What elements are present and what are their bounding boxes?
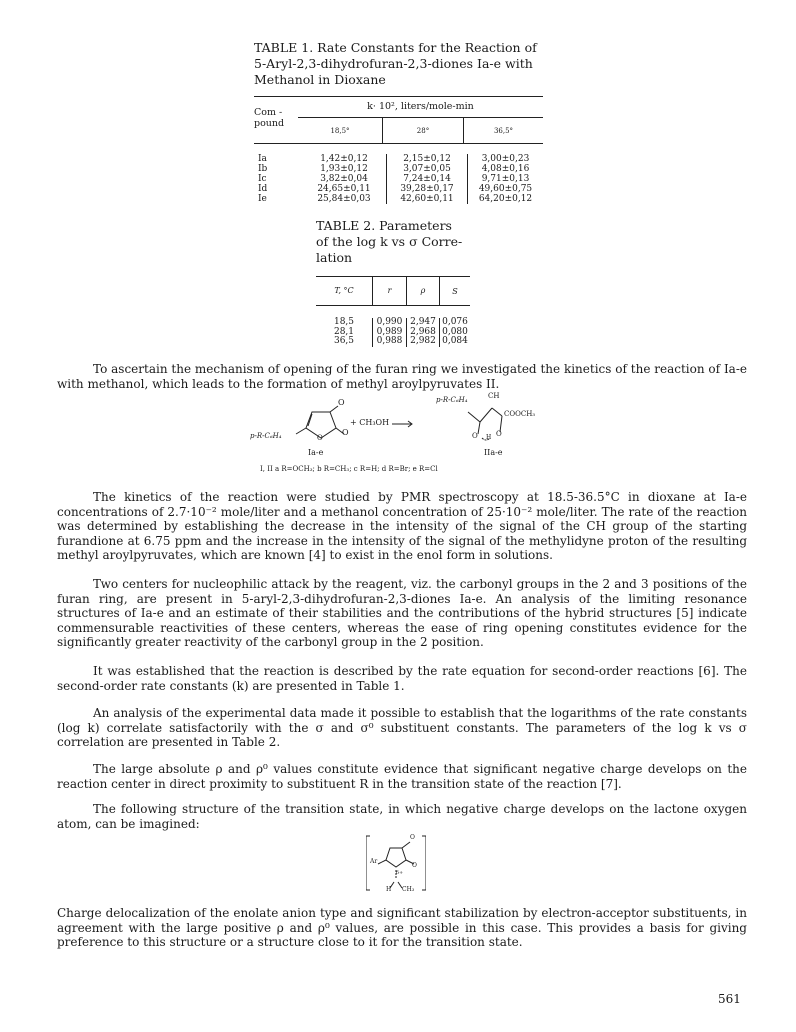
table-cell: 1,42±0,12 (320, 154, 368, 164)
table-cell: 3,07±0,05 (403, 164, 451, 174)
table1-temp-2: 28° (416, 126, 430, 135)
scheme-substituent-right: p-R-C₆H₄ (436, 396, 468, 404)
table2-col-t (316, 318, 373, 347)
table-cell: Ic (258, 174, 267, 184)
table1-col-36 (468, 154, 543, 204)
scheme-reagent: + CH₃OH (350, 418, 390, 427)
paragraph-3: Two centers for nucleophilic attack by the reagent, viz. the carbonyl groups in the 2 and 3 positions of the furan ring, are present in 5-aryl-2,3-dihydrofuran-2,3-diones Ia-e. An analysis of the limiting resonance structures of Ia-e and an estimate of their stabilities and the contributions of the hybrid structures [5] indicate commensurable reactivities of these centers, whereas the ease of ring opening constitutes evidence for the significantly greater reactivity of the carbonyl group in the 2 position. (57, 577, 747, 649)
table-cell: 24,65±0,11 (317, 184, 371, 194)
table2-header-t: T, °C (316, 277, 373, 305)
table2-caption-line3: lation (316, 250, 353, 265)
table1-caption (254, 40, 554, 88)
table1-col-18 (302, 154, 387, 204)
ts-ch3-label: CH₃ (402, 886, 415, 893)
table-cell: 42,60±0,11 (400, 194, 454, 204)
table-cell: Ie (258, 194, 267, 204)
table2 (316, 276, 470, 347)
scheme-o-label: O (317, 434, 323, 442)
scheme-h-label: H (486, 434, 492, 441)
table1-k-header: k· 10², liters/mole-min (298, 97, 543, 118)
paragraph-2: The kinetics of the reaction were studied by PMR spectroscopy at 18.5-36.5°C in dioxane at Ia-e concentrations of 2.7·10⁻² mole/liter and a methanol concentration of 25·10⁻² mole/liter. The rate of the reaction was determined by establishing the decrease in the intensity of the signal of the CH group of the starting furandione at 6.75 ppm and the increase in the intensity of the signal of the methylidyne proton of the resulting methyl aroylpyruvates, which are known [4] to exist in the enol form in solutions. (57, 490, 747, 562)
table-cell: 3,82±0,04 (320, 174, 368, 184)
scheme-o-label: O (342, 428, 349, 437)
paragraph-1: To ascertain the mechanism of opening of the furan ring we investigated the kinetics of the reaction of Ia-e with methanol, which leads to the formation of methyl aroylpyruvates II. (57, 362, 747, 391)
table-cell: 2,982 (410, 336, 436, 346)
table-cell: Ib (258, 164, 268, 174)
transition-state-structure (366, 834, 426, 894)
table2-caption-line1: TABLE 2. Parameters (316, 218, 452, 233)
scheme-substituent-left: p-R-C₆H₄ (250, 432, 282, 440)
table-cell: 0,990 (376, 317, 403, 327)
table-cell: 7,24±0,14 (403, 174, 451, 184)
table-cell: 64,20±0,12 (478, 194, 533, 204)
scheme-label-right: IIa-e (484, 448, 503, 457)
ts-delta-plus: δ+ (396, 870, 404, 876)
ts-o-top: O (410, 834, 415, 841)
ts-o-right: O (412, 862, 417, 869)
table1-compound-header-l1: Com - (254, 107, 283, 118)
table-cell: 2,947 (410, 317, 436, 327)
table1-caption-line3: Methanol in Dioxane (254, 72, 386, 87)
table-cell: 1,93±0,12 (320, 164, 368, 174)
scheme-ester: COOCH₃ (504, 410, 536, 418)
table2-header-r: r (373, 277, 407, 305)
table-cell: Id (258, 184, 268, 194)
table-cell: Ia (258, 154, 267, 164)
table1-caption-line1: TABLE 1. Rate Constants for the Reaction of (254, 40, 537, 55)
paragraph-4: It was established that the reaction is described by the rate equation for second-order reactions [6]. The second-order rate constants (k) are presented in Table 1. (57, 664, 747, 693)
table-cell: 4,08±0,16 (481, 164, 530, 174)
table2-col-s (440, 318, 470, 347)
table-cell: 0,989 (376, 326, 403, 337)
scheme-label-left: Ia-e (308, 448, 324, 457)
paragraph-7: The following structure of the transition state, in which negative charge develops on the lactone oxygen atom, can be imagined: (57, 802, 747, 831)
table-cell: 25,84±0,03 (317, 194, 371, 204)
scheme-o-label: O (496, 430, 502, 438)
table-cell: 28,1 (333, 326, 355, 337)
table1-compound-header-l2: pound (254, 118, 285, 129)
table2-caption-line2: of the log k vs σ Corre- (316, 234, 463, 249)
table1-temp-3: 36,5° (493, 126, 514, 135)
table1-caption-line2: 5-Aryl-2,3-dihydrofuran-2,3-diones Ia-e with (254, 56, 533, 71)
table1-temp-1: 18,5° (330, 126, 350, 135)
table-cell: 9,71±0,13 (481, 174, 530, 184)
table2-col-r (373, 318, 407, 347)
table-cell: 18,5 (333, 317, 355, 327)
table2-header-s: S (452, 286, 458, 296)
table-cell: 0,988 (376, 336, 403, 346)
table1 (254, 96, 543, 204)
paragraph-5: An analysis of the experimental data made it possible to establish that the logarithms of the rate constants (log k) correlate satisfactorily with the σ and σ⁰ substituent constants. The parameters of the log k vs σ correlation are presented in Table 2. (57, 706, 747, 749)
ts-h-label: H (386, 886, 392, 893)
table1-col-28 (387, 154, 468, 204)
table-cell: 39,28±0,17 (400, 184, 454, 194)
scheme-o-label: O (338, 398, 345, 407)
table-cell: 0,080 (442, 326, 468, 337)
table-cell: 0,084 (442, 336, 468, 346)
table2-header-rho: ρ (407, 277, 440, 305)
scheme-legend: I, II a R=OCH₃; b R=CH₃; c R=H; d R=Br; e R=Cl (260, 465, 438, 473)
reaction-scheme-drawing (250, 398, 550, 460)
table-cell: 2,968 (410, 326, 436, 337)
table-cell: 0,076 (442, 317, 468, 327)
table-cell: 36,5 (333, 336, 355, 346)
table-cell: 3,00±0,23 (481, 154, 530, 164)
table1-compound-header (254, 97, 298, 143)
table-cell: 2,15±0,12 (403, 154, 451, 164)
table-cell: 49,60±0,75 (478, 184, 533, 194)
ts-ar-label: Ar (370, 858, 378, 865)
table2-col-rho (407, 318, 440, 347)
table1-compound-col (254, 154, 302, 204)
reaction-scheme (250, 392, 550, 476)
paragraph-8: Charge delocalization of the enolate anion type and significant stabilization by electron-acceptor substituents, in agreement with the large positive ρ and ρ⁰ values, are possible in this case. This provides a basis for giving preference to this structure or a structure close to it for the transition state. (57, 906, 747, 949)
table2-caption (316, 218, 476, 266)
scheme-o-label: O (472, 432, 478, 440)
paragraph-6: The large absolute ρ and ρ⁰ values constitute evidence that significant negative charge develops on the reaction center in direct proximity to substituent R in the transition state of the reaction [7]. (57, 762, 747, 791)
scheme-ch-label: CH (488, 392, 500, 400)
page-number: 561 (718, 992, 741, 1006)
